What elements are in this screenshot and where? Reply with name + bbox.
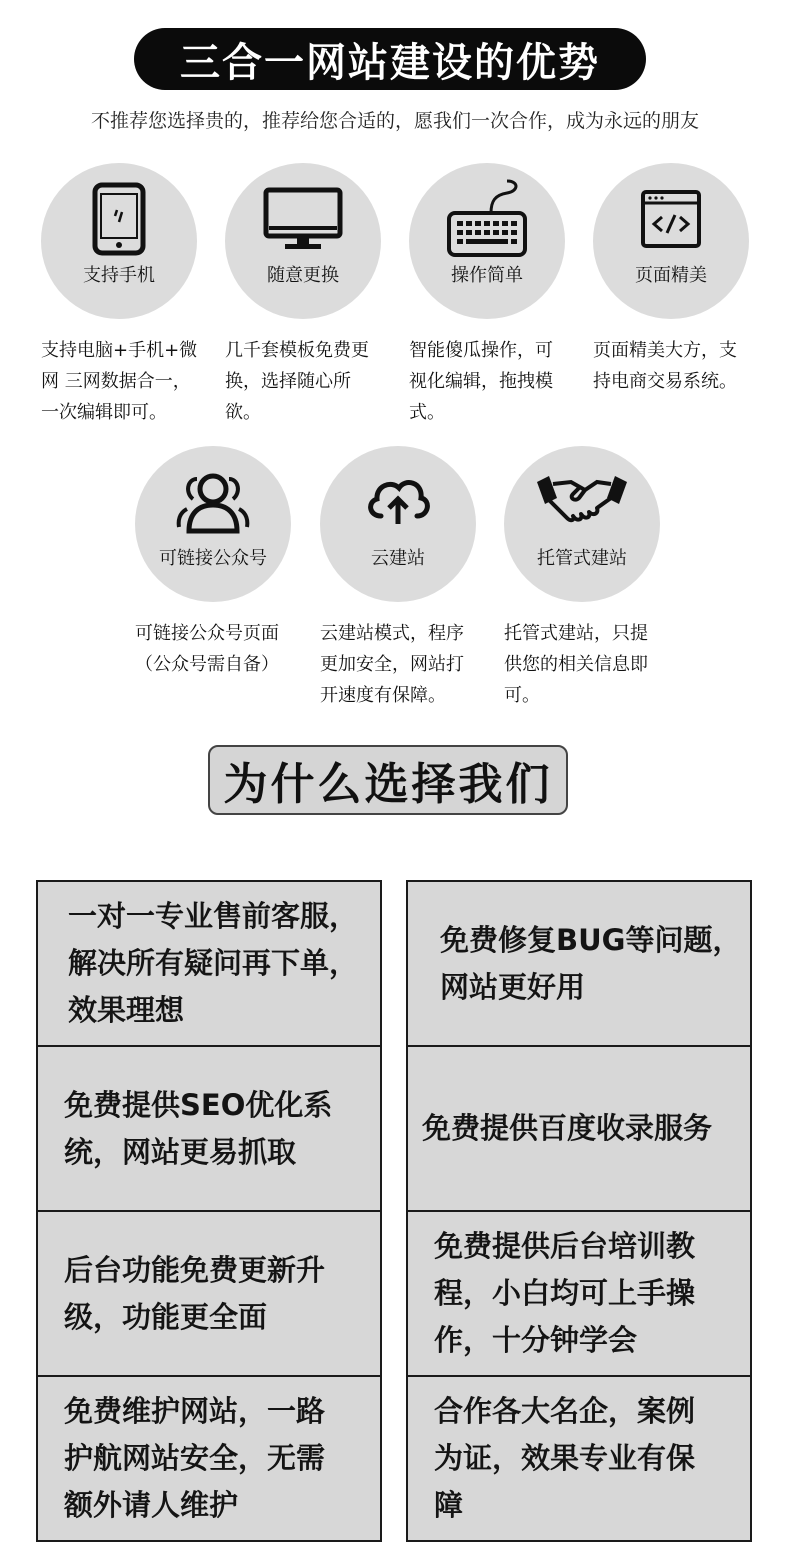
- reason-card: [406, 1210, 752, 1377]
- reason-text: 免费提供后台培训教程，小白均可上手操作，十分钟学会: [434, 1229, 696, 1357]
- feature-cloud: [320, 446, 480, 711]
- reason-text: 免费修复BUG等问题，网站更好用: [440, 922, 742, 1004]
- why-choose-us-heading: [208, 745, 568, 815]
- feature-label: 托管式建站: [537, 548, 627, 569]
- section-title: 三合一网站建设的优势: [180, 39, 600, 86]
- reason-card: [36, 1210, 382, 1377]
- feature-circle: [135, 446, 291, 602]
- feature-template: [225, 163, 385, 428]
- reason-card: [406, 1375, 752, 1542]
- feature-label: 随意更换: [267, 265, 339, 286]
- handshake-icon: [535, 462, 629, 542]
- feature-desc: 几千套模板免费更换，选择随心所欲。: [225, 340, 369, 423]
- reason-text: 合作各大名企，案例为证，效果专业有保障: [434, 1394, 696, 1522]
- section-subtitle: 不推荐您选择贵的，推荐给您合适的，愿我们一次合作，成为永远的朋友: [90, 110, 699, 132]
- feature-hosting: [504, 446, 664, 711]
- feature-circle: [409, 163, 565, 319]
- feature-mobile: [41, 163, 201, 428]
- feature-desc: 页面精美大方，支持电商交易系统。: [593, 340, 737, 392]
- feature-desc: 云建站模式，程序更加安全，网站打开速度有保障。: [320, 623, 464, 706]
- feature-label: 页面精美: [635, 265, 707, 286]
- feature-label: 云建站: [371, 548, 425, 569]
- feature-desc: 托管式建站，只提供您的相关信息即可。: [504, 623, 648, 706]
- section-title-banner: [134, 28, 646, 90]
- feature-desc: 可链接公众号页面（公众号需自备）: [135, 623, 279, 675]
- cloud-upload-icon: [363, 462, 433, 542]
- feature-label: 可链接公众号: [159, 548, 267, 569]
- feature-label: 操作简单: [451, 265, 523, 286]
- feature-circle: [504, 446, 660, 602]
- feature-beautiful: [593, 163, 753, 397]
- reason-card: [36, 1045, 382, 1212]
- feature-wechat: [135, 446, 295, 680]
- users-icon: [175, 462, 251, 542]
- feature-circle: [593, 163, 749, 319]
- reason-card: [406, 880, 752, 1047]
- feature-desc: 智能傻瓜操作，可视化编辑，拖拽模式。: [409, 340, 553, 423]
- reason-text: 后台功能免费更新升级，功能更全面: [64, 1252, 326, 1334]
- why-title: 为什么选择我们: [223, 759, 553, 810]
- monitor-icon: [263, 179, 343, 259]
- code-window-icon: [640, 179, 702, 259]
- feature-desc: 支持电脑+手机+微网 三网数据合一，一次编辑即可。: [41, 340, 198, 423]
- feature-label: 支持手机: [83, 265, 155, 286]
- feature-circle: [225, 163, 381, 319]
- reason-text: 免费维护网站，一路护航网站安全，无需额外请人维护: [64, 1394, 326, 1522]
- feature-circle: [320, 446, 476, 602]
- reason-card: [36, 1375, 382, 1542]
- reason-text: 免费提供百度收录服务: [422, 1111, 713, 1145]
- reason-text: 一对一专业售前客服，解决所有疑问再下单，效果理想: [68, 899, 359, 1027]
- mobile-phone-icon: [91, 179, 147, 259]
- feature-easy: [409, 163, 569, 428]
- keyboard-icon: [445, 179, 529, 259]
- feature-circle: [41, 163, 197, 319]
- reason-card: [36, 880, 382, 1047]
- reason-text: 免费提供SEO优化系统，网站更易抓取: [64, 1087, 333, 1169]
- reason-card: [406, 1045, 752, 1212]
